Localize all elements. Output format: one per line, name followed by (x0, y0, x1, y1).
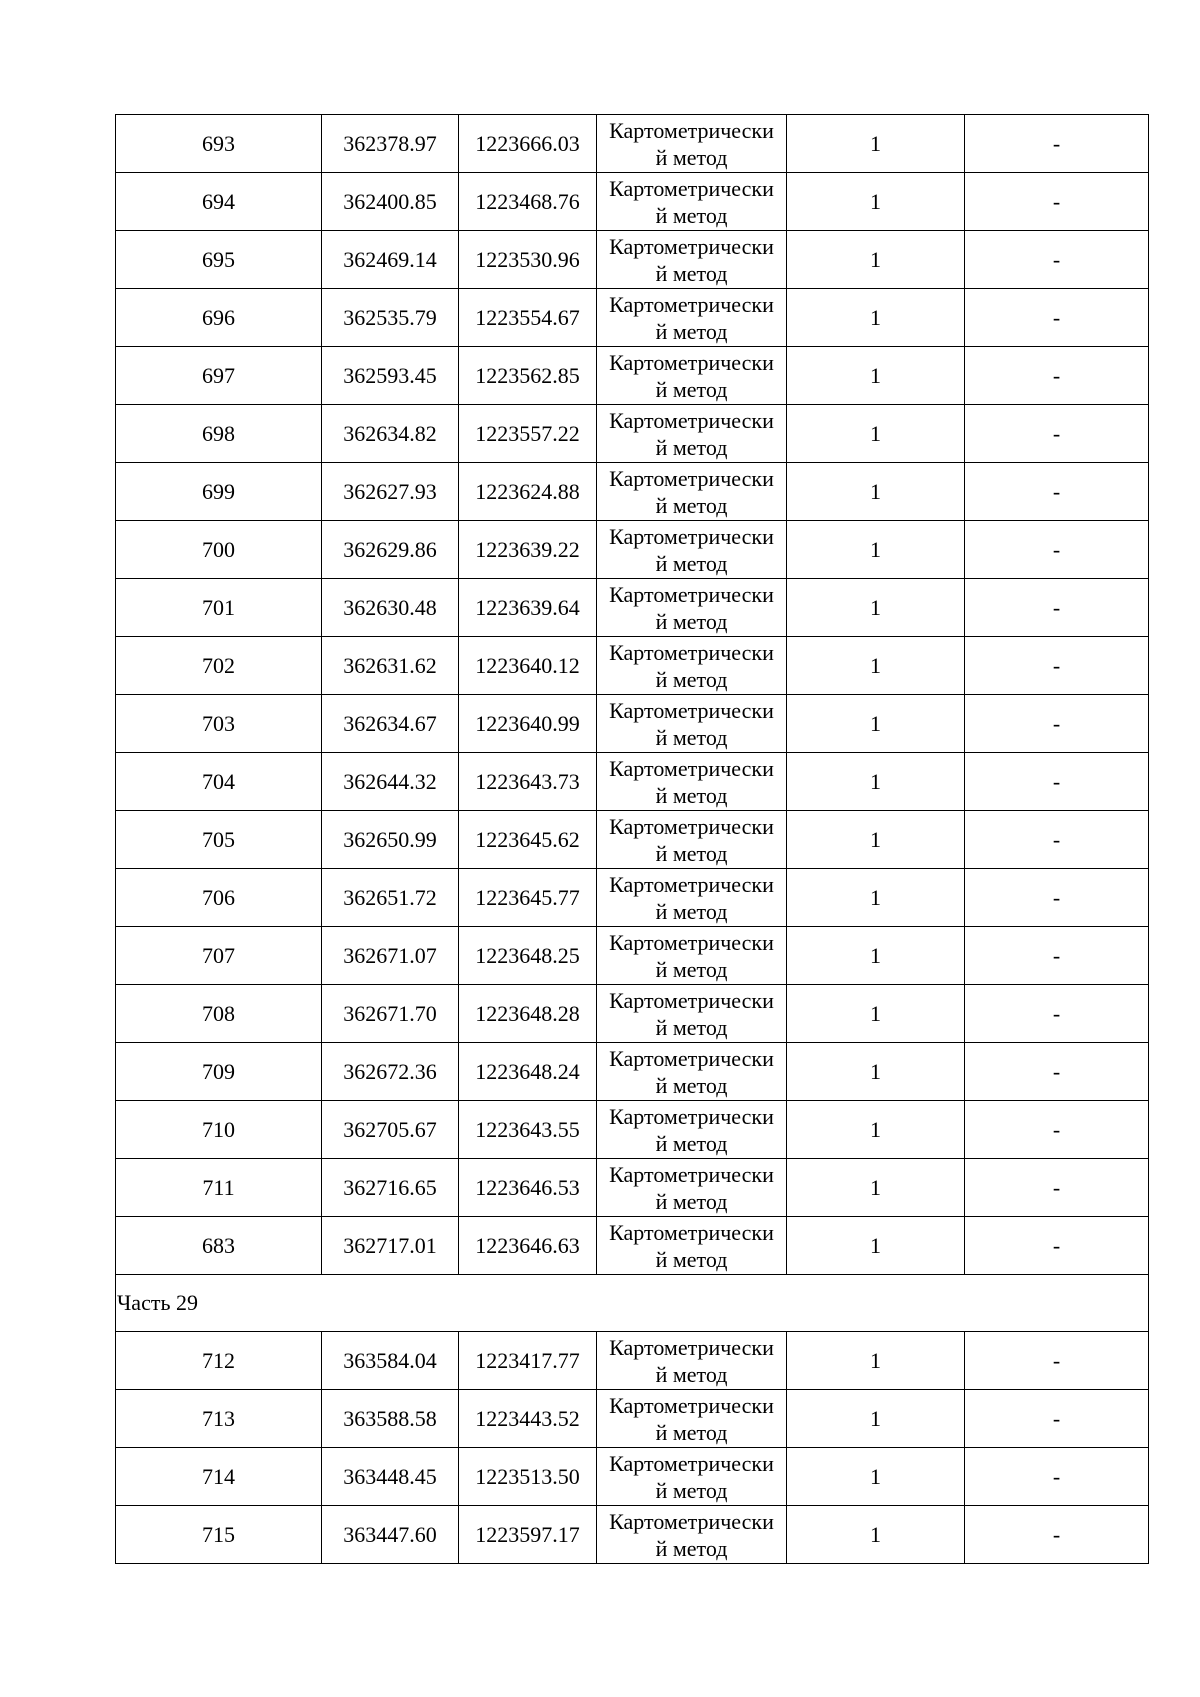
table-row (116, 985, 1149, 1043)
table-row (116, 1159, 1149, 1217)
accuracy-cell: 1 (787, 1448, 965, 1506)
y-coordinate-cell: 1223624.88 (459, 463, 597, 521)
y-coordinate-cell: 1223640.12 (459, 637, 597, 695)
method-cell (597, 405, 787, 463)
note-cell: - (965, 173, 1149, 231)
method-text-line-1: Картометрически (609, 872, 774, 897)
method-text-line-1: Картометрически (609, 1335, 774, 1360)
note-cell: - (965, 753, 1149, 811)
note-cell: - (965, 927, 1149, 985)
method-cell (597, 1217, 787, 1275)
point-number-cell: 706 (116, 869, 322, 927)
y-coordinate-cell: 1223646.63 (459, 1217, 597, 1275)
method-text-line-1: Картометрически (609, 408, 774, 433)
method-text-line-1: Картометрически (609, 118, 774, 143)
method-text-line-2: й метод (655, 145, 728, 170)
method-text-line-1: Картометрически (609, 988, 774, 1013)
method-cell (597, 1506, 787, 1564)
note-cell: - (965, 985, 1149, 1043)
note-cell: - (965, 637, 1149, 695)
method-text-line-2: й метод (655, 725, 728, 750)
point-number-cell: 709 (116, 1043, 322, 1101)
x-coordinate-cell: 362716.65 (322, 1159, 459, 1217)
table-row (116, 753, 1149, 811)
method-text-line-1: Картометрически (609, 698, 774, 723)
point-number-cell: 698 (116, 405, 322, 463)
point-number-cell: 701 (116, 579, 322, 637)
accuracy-cell: 1 (787, 173, 965, 231)
method-cell (597, 347, 787, 405)
table-row (116, 927, 1149, 985)
point-number-cell: 707 (116, 927, 322, 985)
note-cell: - (965, 695, 1149, 753)
x-coordinate-cell: 362671.70 (322, 985, 459, 1043)
method-text-line-2: й метод (655, 1536, 728, 1561)
method-cell (597, 1332, 787, 1390)
y-coordinate-cell: 1223648.28 (459, 985, 597, 1043)
y-coordinate-cell: 1223645.62 (459, 811, 597, 869)
note-cell: - (965, 1390, 1149, 1448)
point-number-cell: 713 (116, 1390, 322, 1448)
method-text-line-2: й метод (655, 261, 728, 286)
method-text-line-2: й метод (655, 377, 728, 402)
note-cell: - (965, 1159, 1149, 1217)
table-row (116, 115, 1149, 173)
method-cell (597, 579, 787, 637)
method-text-line-1: Картометрически (609, 1046, 774, 1071)
point-number-cell: 693 (116, 115, 322, 173)
accuracy-cell: 1 (787, 405, 965, 463)
x-coordinate-cell: 362469.14 (322, 231, 459, 289)
point-number-cell: 702 (116, 637, 322, 695)
method-cell (597, 695, 787, 753)
method-text-line-2: й метод (655, 783, 728, 808)
table-row (116, 695, 1149, 753)
point-number-cell: 694 (116, 173, 322, 231)
note-cell: - (965, 463, 1149, 521)
point-number-cell: 705 (116, 811, 322, 869)
table-row (116, 1043, 1149, 1101)
accuracy-cell: 1 (787, 695, 965, 753)
y-coordinate-cell: 1223597.17 (459, 1506, 597, 1564)
y-coordinate-cell: 1223443.52 (459, 1390, 597, 1448)
note-cell: - (965, 1101, 1149, 1159)
x-coordinate-cell: 363448.45 (322, 1448, 459, 1506)
method-text-line-2: й метод (655, 551, 728, 576)
note-cell: - (965, 579, 1149, 637)
note-cell: - (965, 521, 1149, 579)
y-coordinate-cell: 1223639.64 (459, 579, 597, 637)
accuracy-cell: 1 (787, 1101, 965, 1159)
part-label: Часть 29 (116, 1275, 1149, 1332)
point-number-cell: 711 (116, 1159, 322, 1217)
point-number-cell: 683 (116, 1217, 322, 1275)
note-cell: - (965, 811, 1149, 869)
accuracy-cell: 1 (787, 927, 965, 985)
method-text-line-2: й метод (655, 1189, 728, 1214)
table-row (116, 463, 1149, 521)
accuracy-cell: 1 (787, 289, 965, 347)
note-cell: - (965, 1506, 1149, 1564)
table-row (116, 1448, 1149, 1506)
y-coordinate-cell: 1223645.77 (459, 869, 597, 927)
method-text-line-1: Картометрически (609, 176, 774, 201)
x-coordinate-cell: 362717.01 (322, 1217, 459, 1275)
table-row (116, 637, 1149, 695)
method-text-line-1: Картометрически (609, 350, 774, 375)
table-row (116, 1332, 1149, 1390)
method-cell (597, 811, 787, 869)
x-coordinate-cell: 362644.32 (322, 753, 459, 811)
method-text-line-2: й метод (655, 609, 728, 634)
note-cell: - (965, 869, 1149, 927)
x-coordinate-cell: 362671.07 (322, 927, 459, 985)
x-coordinate-cell: 362650.99 (322, 811, 459, 869)
x-coordinate-cell: 362629.86 (322, 521, 459, 579)
x-coordinate-cell: 362627.93 (322, 463, 459, 521)
method-text-line-1: Картометрически (609, 582, 774, 607)
accuracy-cell: 1 (787, 753, 965, 811)
note-cell: - (965, 115, 1149, 173)
method-cell (597, 173, 787, 231)
part-header-row (116, 1275, 1149, 1332)
accuracy-cell: 1 (787, 579, 965, 637)
method-cell (597, 463, 787, 521)
point-number-cell: 696 (116, 289, 322, 347)
x-coordinate-cell: 362400.85 (322, 173, 459, 231)
accuracy-cell: 1 (787, 1217, 965, 1275)
method-text-line-2: й метод (655, 1015, 728, 1040)
note-cell: - (965, 289, 1149, 347)
table-row (116, 173, 1149, 231)
note-cell: - (965, 1448, 1149, 1506)
table-row (116, 811, 1149, 869)
x-coordinate-cell: 362634.67 (322, 695, 459, 753)
accuracy-cell: 1 (787, 463, 965, 521)
x-coordinate-cell: 362630.48 (322, 579, 459, 637)
table-row (116, 405, 1149, 463)
point-number-cell: 715 (116, 1506, 322, 1564)
method-cell (597, 869, 787, 927)
point-number-cell: 712 (116, 1332, 322, 1390)
x-coordinate-cell: 362705.67 (322, 1101, 459, 1159)
accuracy-cell: 1 (787, 1506, 965, 1564)
method-text-line-2: й метод (655, 1131, 728, 1156)
method-text-line-2: й метод (655, 493, 728, 518)
table-row (116, 579, 1149, 637)
point-number-cell: 695 (116, 231, 322, 289)
method-text-line-2: й метод (655, 1073, 728, 1098)
x-coordinate-cell: 363584.04 (322, 1332, 459, 1390)
method-text-line-2: й метод (655, 1478, 728, 1503)
table-row (116, 1101, 1149, 1159)
method-text-line-2: й метод (655, 667, 728, 692)
method-cell (597, 521, 787, 579)
accuracy-cell: 1 (787, 985, 965, 1043)
y-coordinate-cell: 1223666.03 (459, 115, 597, 173)
method-text-line-1: Картометрически (609, 466, 774, 491)
method-text-line-1: Картометрически (609, 1104, 774, 1129)
y-coordinate-cell: 1223417.77 (459, 1332, 597, 1390)
note-cell: - (965, 405, 1149, 463)
table-row (116, 347, 1149, 405)
accuracy-cell: 1 (787, 869, 965, 927)
y-coordinate-cell: 1223562.85 (459, 347, 597, 405)
method-cell (597, 231, 787, 289)
accuracy-cell: 1 (787, 1043, 965, 1101)
y-coordinate-cell: 1223648.24 (459, 1043, 597, 1101)
method-text-line-1: Картометрически (609, 814, 774, 839)
y-coordinate-cell: 1223643.73 (459, 753, 597, 811)
accuracy-cell: 1 (787, 1332, 965, 1390)
method-text-line-2: й метод (655, 319, 728, 344)
coordinates-table (115, 114, 1149, 1564)
x-coordinate-cell: 362535.79 (322, 289, 459, 347)
method-cell (597, 1390, 787, 1448)
method-cell (597, 289, 787, 347)
method-text-line-1: Картометрически (609, 292, 774, 317)
method-text-line-1: Картометрически (609, 1451, 774, 1476)
method-cell (597, 637, 787, 695)
point-number-cell: 703 (116, 695, 322, 753)
note-cell: - (965, 347, 1149, 405)
x-coordinate-cell: 362378.97 (322, 115, 459, 173)
y-coordinate-cell: 1223530.96 (459, 231, 597, 289)
method-text-line-2: й метод (655, 1362, 728, 1387)
point-number-cell: 708 (116, 985, 322, 1043)
x-coordinate-cell: 362631.62 (322, 637, 459, 695)
method-text-line-1: Картометрически (609, 1162, 774, 1187)
method-text-line-2: й метод (655, 1420, 728, 1445)
y-coordinate-cell: 1223557.22 (459, 405, 597, 463)
y-coordinate-cell: 1223554.67 (459, 289, 597, 347)
accuracy-cell: 1 (787, 1390, 965, 1448)
x-coordinate-cell: 362651.72 (322, 869, 459, 927)
method-cell (597, 1448, 787, 1506)
accuracy-cell: 1 (787, 115, 965, 173)
method-cell (597, 985, 787, 1043)
method-cell (597, 1043, 787, 1101)
y-coordinate-cell: 1223513.50 (459, 1448, 597, 1506)
method-text-line-1: Картометрически (609, 1220, 774, 1245)
point-number-cell: 699 (116, 463, 322, 521)
method-text-line-2: й метод (655, 203, 728, 228)
y-coordinate-cell: 1223646.53 (459, 1159, 597, 1217)
method-text-line-1: Картометрически (609, 234, 774, 259)
method-cell (597, 1159, 787, 1217)
accuracy-cell: 1 (787, 521, 965, 579)
method-cell (597, 927, 787, 985)
table-row (116, 869, 1149, 927)
method-text-line-2: й метод (655, 899, 728, 924)
table-row (116, 1390, 1149, 1448)
method-text-line-2: й метод (655, 841, 728, 866)
table-body (116, 115, 1149, 1564)
point-number-cell: 697 (116, 347, 322, 405)
point-number-cell: 704 (116, 753, 322, 811)
accuracy-cell: 1 (787, 1159, 965, 1217)
table-row (116, 1217, 1149, 1275)
y-coordinate-cell: 1223640.99 (459, 695, 597, 753)
y-coordinate-cell: 1223648.25 (459, 927, 597, 985)
method-text-line-1: Картометрически (609, 1393, 774, 1418)
accuracy-cell: 1 (787, 231, 965, 289)
method-cell (597, 115, 787, 173)
x-coordinate-cell: 363588.58 (322, 1390, 459, 1448)
note-cell: - (965, 231, 1149, 289)
y-coordinate-cell: 1223643.55 (459, 1101, 597, 1159)
method-cell (597, 753, 787, 811)
table-row (116, 521, 1149, 579)
note-cell: - (965, 1217, 1149, 1275)
method-cell (597, 1101, 787, 1159)
method-text-line-2: й метод (655, 435, 728, 460)
x-coordinate-cell: 362672.36 (322, 1043, 459, 1101)
table-row (116, 289, 1149, 347)
method-text-line-1: Картометрически (609, 1509, 774, 1534)
method-text-line-2: й метод (655, 957, 728, 982)
point-number-cell: 710 (116, 1101, 322, 1159)
x-coordinate-cell: 362634.82 (322, 405, 459, 463)
x-coordinate-cell: 362593.45 (322, 347, 459, 405)
method-text-line-1: Картометрически (609, 640, 774, 665)
table-row (116, 1506, 1149, 1564)
accuracy-cell: 1 (787, 637, 965, 695)
method-text-line-2: й метод (655, 1247, 728, 1272)
x-coordinate-cell: 363447.60 (322, 1506, 459, 1564)
y-coordinate-cell: 1223468.76 (459, 173, 597, 231)
table-row (116, 231, 1149, 289)
note-cell: - (965, 1043, 1149, 1101)
y-coordinate-cell: 1223639.22 (459, 521, 597, 579)
method-text-line-1: Картометрически (609, 524, 774, 549)
note-cell: - (965, 1332, 1149, 1390)
point-number-cell: 714 (116, 1448, 322, 1506)
point-number-cell: 700 (116, 521, 322, 579)
method-text-line-1: Картометрически (609, 756, 774, 781)
accuracy-cell: 1 (787, 347, 965, 405)
accuracy-cell: 1 (787, 811, 965, 869)
method-text-line-1: Картометрически (609, 930, 774, 955)
